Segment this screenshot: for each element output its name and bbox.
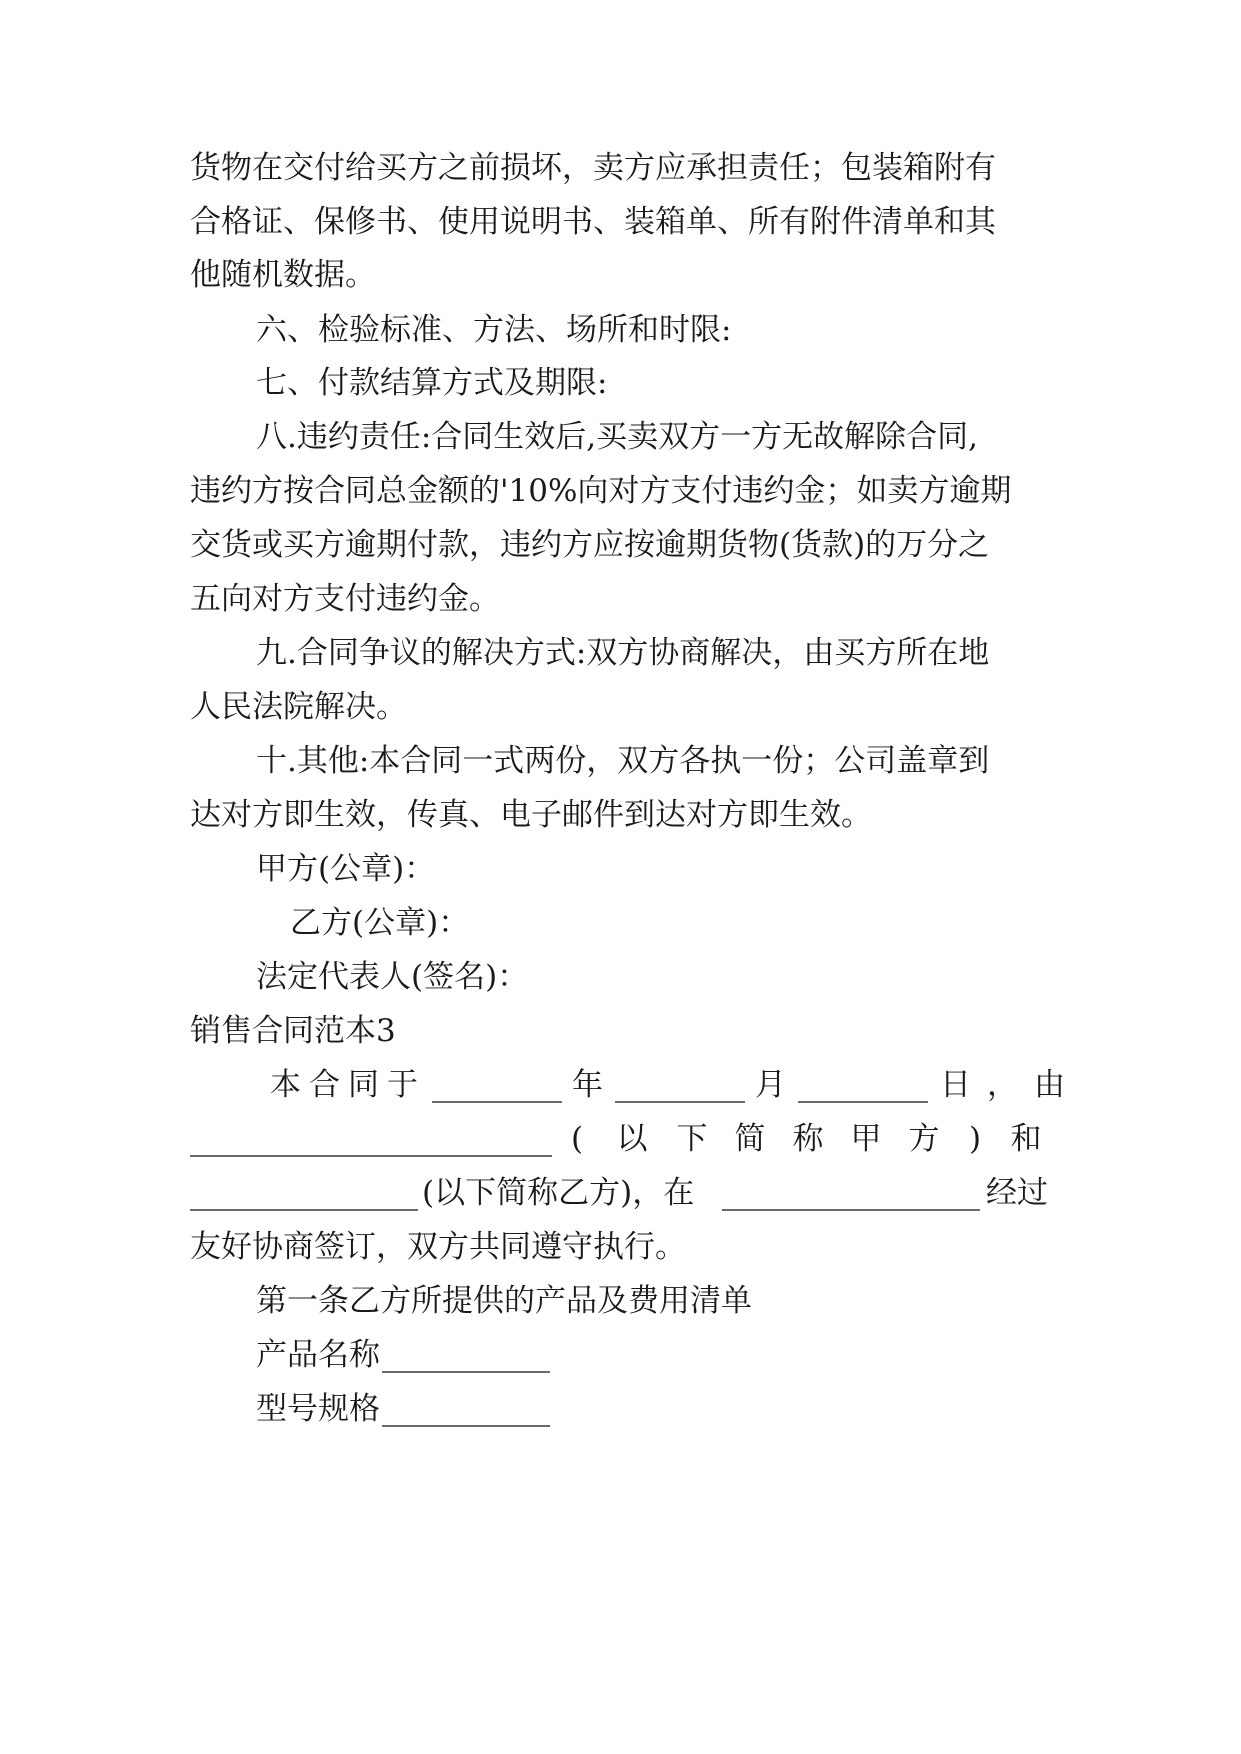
clause-10-line: 十.其他:本合同一式两份，双方各执一份；公司盖章到 (256, 743, 990, 779)
date-day-blank (798, 1065, 928, 1103)
clause-6: 六、检验标准、方法、场所和时限: (256, 312, 732, 348)
intro-text: 本合同于 (270, 1067, 426, 1103)
day-label: 日，由 (940, 1067, 1081, 1103)
model-spec-blank (382, 1389, 550, 1427)
intro-char: 和 (1010, 1121, 1042, 1157)
intro-char: ) (968, 1121, 982, 1157)
section-title: 销售合同范本3 (190, 1013, 396, 1049)
clause-9-line: 人民法院解决。 (190, 689, 407, 725)
intro-line-1 (190, 1065, 1081, 1105)
location-blank (722, 1173, 980, 1211)
intro-char: 以 (616, 1121, 648, 1157)
intro-line-4: 友好协商签订，双方共同遵守执行。 (190, 1229, 686, 1265)
clause-8-line: 八.违约责任:合同生效后,买卖双方一方无故解除合同, (256, 419, 979, 455)
intro-char: 甲 (850, 1121, 882, 1157)
model-spec-label: 型号规格 (256, 1391, 380, 1427)
paragraph-line: 货物在交付给买方之前损坏，卖方应承担责任；包装箱附有 (190, 150, 996, 186)
intro-char: 称 (792, 1121, 824, 1157)
clause-8-line: 五向对方支付违约金。 (190, 581, 500, 617)
paragraph-line: 他随机数据。 (190, 257, 376, 293)
date-year-blank (432, 1065, 562, 1103)
year-label: 年 (572, 1067, 603, 1103)
party-b-name-blank (190, 1173, 418, 1211)
month-label: 月 (755, 1067, 786, 1103)
clause-9-line: 九.合同争议的解决方式:双方协商解决，由买方所在地 (256, 635, 990, 671)
clause-10-line: 达对方即生效，传真、电子邮件到达对方即生效。 (190, 797, 872, 833)
product-name-blank (382, 1335, 550, 1373)
article-1-title: 第一条乙方所提供的产品及费用清单 (256, 1283, 752, 1319)
legal-rep-signature: 法定代表人(签名)： (256, 959, 529, 995)
intro-char: 方 (908, 1121, 940, 1157)
clause-8-line: 交货或买方逾期付款，违约方应按逾期货物(货款)的万分之 (190, 527, 990, 563)
intro-char: 下 (676, 1121, 708, 1157)
clause-7: 七、付款结算方式及期限: (256, 365, 608, 401)
intro-text: 经过 (986, 1175, 1048, 1211)
intro-text: (以下简称乙方)，在 (422, 1175, 695, 1211)
model-spec-row (256, 1389, 1050, 1429)
party-b-seal: 乙方(公章)： (290, 905, 470, 941)
product-name-row (256, 1335, 1050, 1375)
paragraph-line: 合格证、保修书、使用说明书、装箱单、所有附件清单和其 (190, 204, 996, 240)
intro-char: ( (570, 1121, 584, 1157)
party-a-name-blank (190, 1119, 552, 1157)
date-month-blank (615, 1065, 745, 1103)
intro-line-3 (190, 1173, 1050, 1213)
intro-line-2 (190, 1119, 1050, 1159)
clause-8-line: 违约方按合同总金额的'10%向对方支付违约金；如卖方逾期 (190, 473, 1012, 509)
intro-char: 简 (734, 1121, 766, 1157)
party-a-seal: 甲方(公章)： (256, 851, 436, 887)
product-name-label: 产品名称 (256, 1337, 380, 1373)
